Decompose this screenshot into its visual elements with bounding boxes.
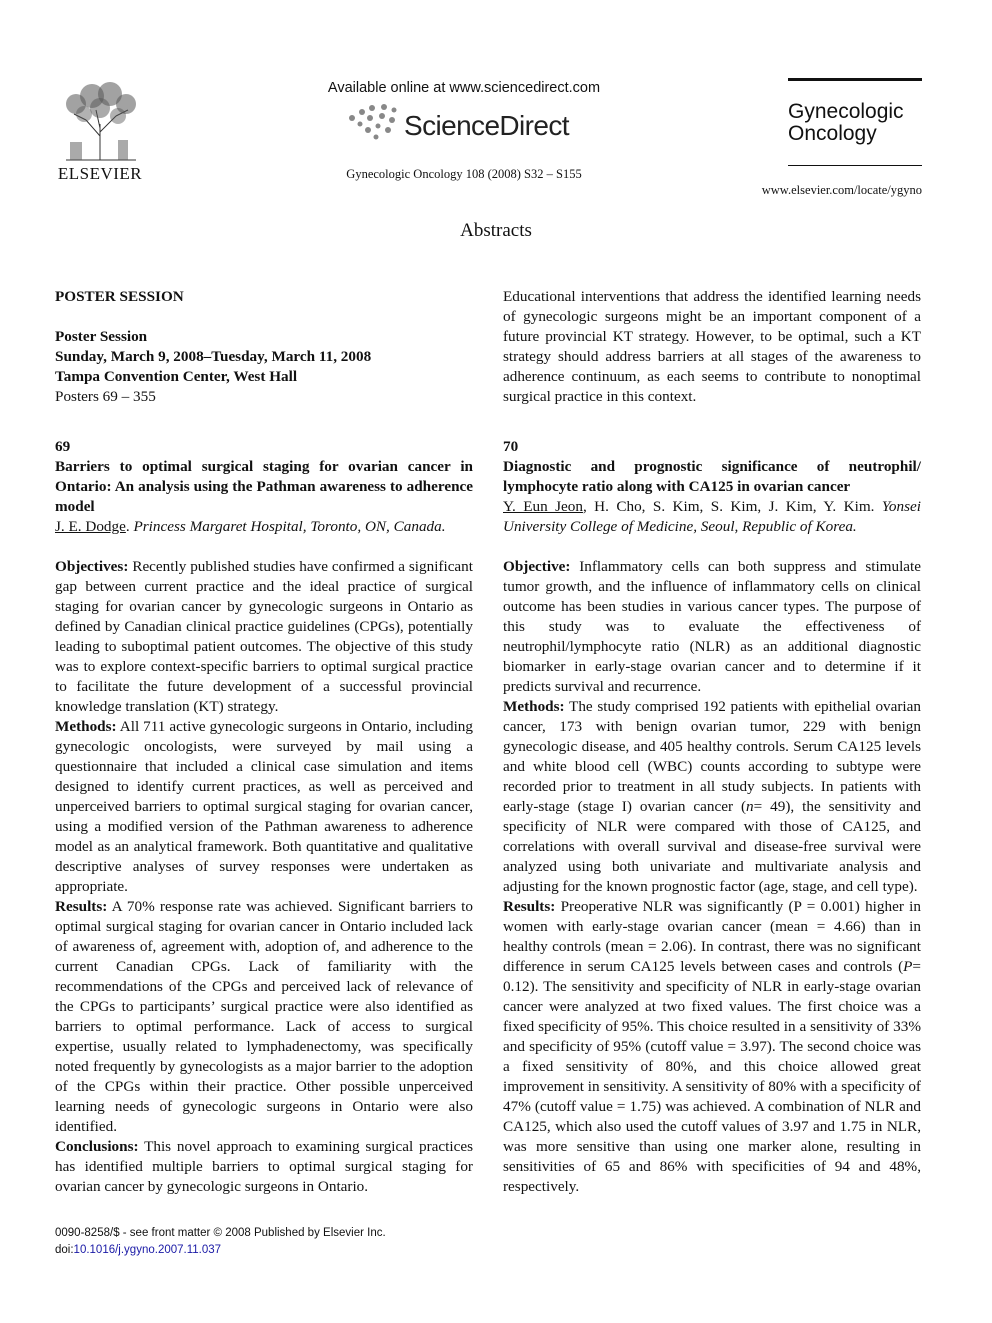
co-authors: , H. Cho, S. Kim, S. Kim, J. Kim, Y. Kim.	[582, 498, 875, 515]
doi-link[interactable]: 10.1016/j.ygyno.2007.11.037	[73, 1244, 222, 1256]
right-column	[503, 287, 921, 1197]
journal-name-line1: Gynecologic	[788, 100, 904, 123]
methods-label: Methods:	[503, 698, 565, 715]
issn-line: 0090-8258/$ - see front matter © 2008 Published by Elsevier Inc.	[55, 1227, 386, 1239]
methods-n: n	[746, 798, 754, 815]
doi-line	[55, 1242, 386, 1259]
methods-text: All 711 active gynecologic surgeons in Ontario, including gynecologic oncologists, were surveyed by mail using a questionnaire that included a clinical case simulation and items designed to identify current practices, as well as perceived and unperceived barriers to optimal surgical staging for ovarian cancer, using a modified version of the Pathman awareness to adherence model as an analytical framework. Both quantitative and qualitative descriptive analyses of survey responses were undertaken as appropriate.	[55, 718, 473, 895]
objective-label: Objective:	[503, 558, 571, 575]
results-p: P	[903, 958, 913, 975]
session-dates: Sunday, March 9, 2008–Tuesday, March 11, 2008	[55, 348, 372, 365]
doi-prefix: doi:	[55, 1244, 74, 1256]
author-line	[503, 497, 921, 537]
sciencedirect-dots-icon	[346, 104, 406, 144]
journal-name-rule-bottom	[788, 165, 922, 166]
journal-url[interactable]: www.elsevier.com/locate/ygyno	[761, 183, 922, 197]
session-venue: Tampa Convention Center, West Hall	[55, 368, 298, 385]
available-online-text: Available online at www.sciencedirect.com	[327, 80, 601, 96]
elsevier-logo	[52, 80, 148, 184]
journal-name-line2: Oncology	[788, 122, 877, 145]
session-posters: Posters 69 – 355	[55, 388, 156, 405]
methods-label: Methods:	[55, 718, 117, 735]
session-title: Poster Session	[55, 328, 148, 345]
results-text: A 70% response rate was achieved. Significant barriers to optimal surgical staging for ovarian cancer in Ontario included lack of awareness of, agreement with, adoption of, and adherence to the current Canadian CPGs. Lack of familiarity with the recommendations of the CPGs and perceived lack of relevance of the CPGs to participants’ surgical practice were also identified as barriers to optimal performance. Lack of access to surgical expertise, usually related to lymphadenectomy, was specifically noted frequently by gynecologists as a major barrier to the adoption of the CPGs within their practice. Other possible unperceived learning needs of gynecologic surgeons in Ontario were also identified.	[55, 898, 473, 1135]
elsevier-tree-icon	[56, 80, 144, 162]
journal-citation: Gynecologic Oncology 108 (2008) S32 – S155	[346, 167, 582, 181]
results-paragraph	[503, 897, 921, 1197]
methods-paragraph	[503, 697, 921, 897]
presenting-author[interactable]: Y. Eun Jeon	[503, 498, 583, 515]
page-header	[0, 0, 992, 241]
objective-paragraph	[503, 557, 921, 697]
section-title: Abstracts	[460, 220, 532, 241]
methods-text-b: = 49), the sensitivity and specificity of NLR were compared with those of CA125, and correlations with overall survival and disease-free survival were analyzed using both univariate and multivariate analysis and adjusting for the known prognostic factor (age, stage, and cell type).	[503, 798, 922, 895]
sciencedirect-logo	[346, 104, 586, 144]
results-label: Results:	[55, 898, 108, 915]
results-text-b: = 0.12). The sensitivity and specificity of NLR in early-stage ovarian cancer were analyzed at two fixed values. The first choice was a fixed specificity of 95%. This choice resulted in a sensitivity of 33% and specificity of 95% (cutoff value = 3.97). The second choice was a fixed sensitivity of 80%, and this choice allowed great improvement in sensitivity. A sensitivity of 80% with a specificity of 47% (cutoff value = 1.75) was achieved. A combination of NLR and CA125, which also used the cutoff values of 3.97 and 1.75 in NLR, was more sensitive than using one marker alone, resulting in sensitivities of 65 and 86% with specificities of 94 and 48%, respectively.	[503, 958, 921, 1195]
sciencedirect-wordmark: ScienceDirect	[404, 110, 569, 141]
results-text-a: Preoperative NLR was significantly (P = 0.001) higher in women with early-stage ovarian cancer (mean = 4.66) than in healthy controls (mean = 2.06). In contrast, there was no significant difference in serum CA125 levels between cases and controls (	[503, 898, 921, 975]
page-footer	[55, 1225, 386, 1259]
abstract-number: 69	[55, 438, 71, 455]
results-paragraph	[55, 897, 473, 1137]
results-label: Results:	[503, 898, 556, 915]
journal-name-rule-top	[788, 78, 922, 81]
journal-name-block	[788, 78, 922, 166]
left-column	[55, 287, 473, 1197]
conclusions-text: This novel approach to examining surgical practices has identified multiple barriers to optimal surgical staging for ovarian cancer by gynecologic surgeons in Ontario.	[55, 1138, 473, 1195]
abstract-title: Barriers to optimal surgical staging for ovarian cancer in Ontario: An analysis using the Pathman awareness to adherence model	[55, 458, 473, 515]
methods-text-a: The study comprised 192 patients with epithelial ovarian cancer, 173 with benign ovarian tumor, 229 with benign gynecologic disease, and 405 healthy controls. Serum CA125 levels and white blood cell (WBC) counts according to subtype were recorded prior to treatment in all study subjects. In patients with early-stage (stage I) ovarian cancer (	[503, 698, 921, 815]
objectives-text: Recently published studies have confirmed a significant gap between current practice and the ideal practice of surgical staging for ovarian cancer by gynecologic surgeons in Ontario as defined by Canadian clinical practice guidelines (CPGs), potentially leading to suboptimal patient outcomes. The objective of this study was to explore context-specific barriers to optimal surgical practice to facilitate the future development of a successful provincial knowledge translation (KT) strategy.	[55, 558, 473, 715]
author-affiliation: Princess Margaret Hospital, Toronto, ON, Canada.	[133, 518, 446, 535]
objectives-label: Objectives:	[55, 558, 129, 575]
author-name[interactable]: J. E. Dodge	[55, 518, 126, 535]
conclusions-label: Conclusions:	[55, 1138, 139, 1155]
continuation-paragraph: Educational interventions that address the identified learning needs of gynecologic surgeons might be an important component of a future provincial KT strategy. However, to be optimal, such a KT strategy should address barriers at all stages of the awareness to adherence continuum, as each seems to contribute to nonoptimal surgical practice in this context.	[503, 288, 921, 405]
publisher-name: ELSEVIER	[57, 164, 143, 183]
session-heading: POSTER SESSION	[55, 288, 184, 305]
objective-text: Inflammatory cells can both suppress and stimulate tumor growth, and the influence of inflammatory cells on clinical outcome has been studies in various cancer types. The purpose of this study was to evaluate the effectiveness of neutrophil/lymphocyte ratio (NLR) as an additional diagnostic biomarker in early-stage ovarian cancer and to determine if it predicts survival and recurrence.	[503, 558, 922, 695]
author-line: J. E. Dodge. Princess Margaret Hospital, Toronto, ON, Canada.	[55, 518, 446, 535]
conclusions-paragraph	[55, 1137, 473, 1197]
methods-paragraph	[55, 717, 473, 897]
author-affiliation: Yonsei University College of Medicine, Seoul, Republic of Korea.	[503, 498, 921, 535]
objectives-paragraph	[55, 557, 473, 717]
abstract-number: 70	[503, 438, 519, 455]
abstract-title: Diagnostic and prognostic significance of neutrophil/ lymphocyte ratio along with CA125 in ovarian cancer	[503, 458, 921, 495]
